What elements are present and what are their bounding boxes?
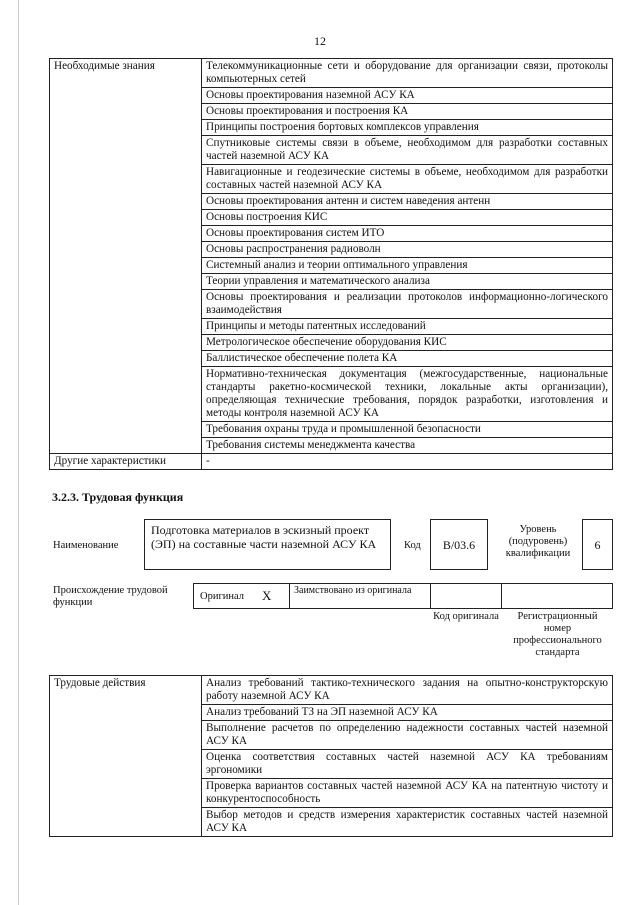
page-number: 12	[314, 34, 326, 48]
knowledge-item: Основы построения КИС	[202, 210, 613, 226]
knowledge-item: Теории управления и математического анализа	[202, 274, 613, 290]
borrowed-label: Заимствовано из оригинала	[294, 585, 412, 596]
original-cell	[193, 583, 290, 609]
labor-action-item: Оценка соответствия составных частей наземной АСУ КА требованиям эргономики	[202, 750, 613, 779]
function-name-box	[144, 519, 391, 570]
code-label: Код	[404, 540, 421, 551]
labor-action-item: Проверка вариантов составных частей наземной АСУ КА на патентную чистоту и конкурентоспособность	[202, 779, 613, 808]
knowledge-item: Нормативно-техническая документация (межгосударственные, национальные стандарты ракетно-космической техники, локальные акты организации), определяющая технические требования, порядок разработки, изготовления и методы контроля наземной АСУ КА	[202, 367, 613, 422]
knowledge-item: Баллистическое обеспечение полета КА	[202, 351, 613, 367]
labor-action-item: Анализ требований тактико-технического задания на опытно-конструкторскую работу наземной АСУ КА	[202, 676, 613, 705]
function-name-value: Подготовка материалов в эскизный проект (ЭП) на составные части наземной АСУ КА	[151, 523, 377, 551]
borrowed-cell	[289, 583, 431, 609]
qualification-level-box	[582, 519, 613, 570]
knowledge-item: Навигационные и геодезические системы в объеме, необходимом для разработки составных частей наземной АСУ КА	[202, 165, 613, 194]
knowledge-item: Телекоммуникационные сети и оборудование для организации связи, протоколы компьютерных сетей	[202, 59, 613, 88]
original-code-caption: Код оригинала	[433, 611, 499, 622]
knowledge-item: Принципы построения бортовых комплексов управления	[202, 120, 613, 136]
code-value: В/03.6	[442, 538, 476, 552]
original-mark: X	[262, 588, 272, 603]
table-row	[50, 59, 613, 88]
other-characteristics-value: -	[202, 454, 613, 470]
original-label: Оригинал	[200, 591, 244, 602]
labor-action-item: Выполнение расчетов по определению надежности составных частей наземной АСУ КА	[202, 721, 613, 750]
knowledge-item: Основы проектирования наземной АСУ КА	[202, 88, 613, 104]
table-row	[50, 676, 613, 705]
other-characteristics-label: Другие характеристики	[50, 454, 202, 470]
knowledge-item: Принципы и методы патентных исследований	[202, 319, 613, 335]
knowledge-item: Основы проектирования и построения КА	[202, 104, 613, 120]
knowledge-item: Спутниковые системы связи в объеме, необходимом для разработки составных частей наземной АСУ КА	[202, 136, 613, 165]
knowledge-item: Метрологическое обеспечение оборудования КИС	[202, 335, 613, 351]
labor-action-item: Анализ требований ТЗ на ЭП наземной АСУ КА	[202, 705, 613, 721]
registration-number-cell	[501, 583, 613, 609]
registration-number-caption: Регистрационный номер профессионального стандарта	[513, 611, 602, 658]
origin-label: Происхождение трудовой функции	[53, 585, 168, 608]
knowledge-item: Требования охраны труда и промышленной безопасности	[202, 422, 613, 438]
knowledge-label: Необходимые знания	[50, 59, 202, 454]
qualification-level-label: Уровень (подуровень) квалификации	[505, 524, 571, 559]
knowledge-item: Системный анализ и теории оптимального управления	[202, 258, 613, 274]
knowledge-item: Основы проектирования и реализации протоколов информационно-логического взаимодействия	[202, 290, 613, 319]
knowledge-table	[49, 58, 613, 470]
section-title: 3.2.3. Трудовая функция	[52, 490, 184, 504]
code-box	[430, 519, 488, 570]
labor-actions-table	[49, 675, 613, 837]
function-name-label: Наименование	[53, 540, 119, 551]
knowledge-item: Основы распространения радиоволн	[202, 242, 613, 258]
knowledge-item: Основы проектирования систем ИТО	[202, 226, 613, 242]
knowledge-item: Требования системы менеджмента качества	[202, 438, 613, 454]
qualification-level-value: 6	[594, 538, 601, 552]
knowledge-item: Основы проектирования антенн и систем наведения антенн	[202, 194, 613, 210]
scan-margin-line	[18, 0, 19, 905]
table-row	[50, 454, 613, 470]
labor-action-item: Выбор методов и средств измерения характеристик составных частей наземной АСУ КА	[202, 808, 613, 837]
original-code-cell	[430, 583, 502, 609]
labor-actions-label: Трудовые действия	[50, 676, 202, 837]
